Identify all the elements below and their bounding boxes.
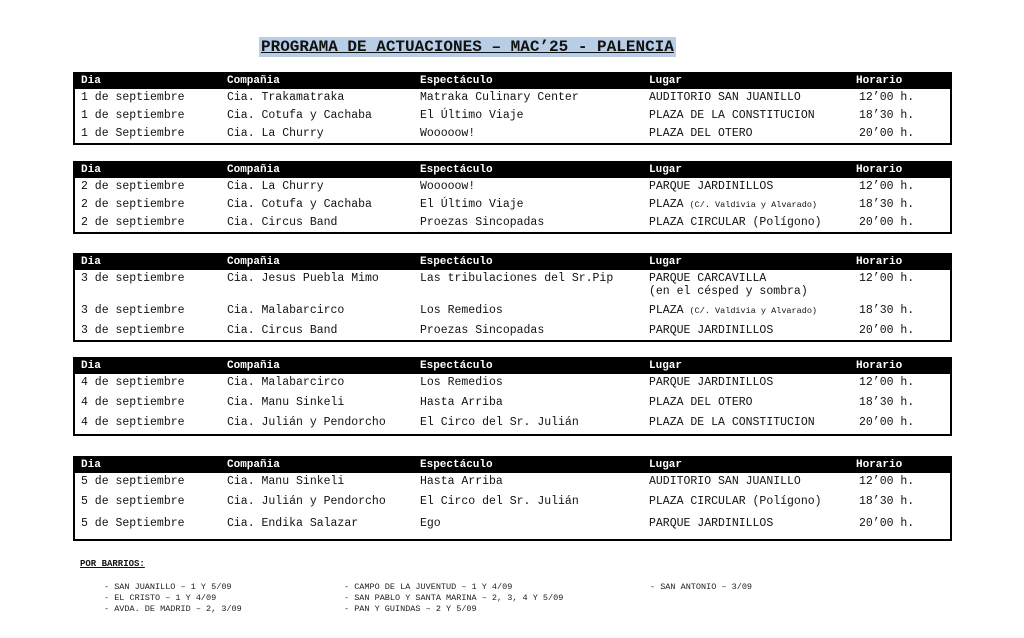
cell-lugar: [649, 127, 753, 140]
day-table: [73, 72, 952, 145]
header-lugar: Lugar: [649, 256, 683, 268]
cell-espectaculo: Los Remedios: [420, 376, 503, 389]
cell-lugar: [649, 198, 817, 211]
header-lugar: Lugar: [649, 164, 683, 176]
table-row: [75, 107, 950, 125]
header-compania: Compañia: [227, 164, 280, 176]
cell-compania: Cia. Malabarcirco: [227, 376, 345, 389]
barrio-item: - SAN PABLO Y SANTA MARINA – 2, 3, 4 Y 5/09: [344, 593, 564, 603]
cell-espectaculo: Hasta Arriba: [420, 475, 503, 488]
cell-lugar-text: AUDITORIO SAN JUANILLO: [649, 91, 801, 104]
cell-espectaculo: El Último Viaje: [420, 198, 524, 211]
cell-lugar-note: (C/. Valdivia y Alvarado): [689, 200, 818, 210]
cell-compania: Cia. Trakamatraka: [227, 91, 345, 104]
header-compania: Compañia: [227, 459, 280, 471]
cell-dia: 2 de septiembre: [81, 180, 185, 193]
cell-lugar: [649, 216, 822, 229]
cell-horario: 12’00 h.: [859, 475, 915, 488]
header-lugar: Lugar: [649, 459, 683, 471]
cell-lugar: [649, 272, 808, 298]
cell-compania: Cia. La Churry: [227, 180, 324, 193]
header-dia: Dia: [81, 256, 101, 268]
header-espectaculo: Espectáculo: [420, 360, 493, 372]
barrio-item: - PAN Y GUINDAS – 2 Y 5/09: [344, 604, 477, 614]
cell-dia: 3 de septiembre: [81, 304, 185, 317]
cell-compania: Cia. Manu Sinkeli: [227, 475, 345, 488]
cell-lugar-text: PARQUE JARDINILLOS: [649, 324, 774, 337]
table-row: [75, 196, 950, 214]
cell-horario: 20’00 h.: [859, 416, 915, 429]
cell-horario: 18’30 h.: [859, 396, 915, 409]
header-horario: Horario: [856, 459, 903, 471]
table-row: [75, 302, 950, 322]
day-table: [73, 253, 952, 342]
cell-lugar-text: PLAZA DE LA CONSTITUCION: [649, 416, 815, 429]
cell-dia: 2 de septiembre: [81, 198, 185, 211]
cell-lugar-text: PARQUE CARCAVILLA: [649, 272, 767, 285]
table-row: [75, 394, 950, 414]
cell-horario: 18’30 h.: [859, 304, 915, 317]
header-espectaculo: Espectáculo: [420, 459, 493, 471]
cell-dia: 2 de septiembre: [81, 216, 185, 229]
cell-dia: 4 de septiembre: [81, 376, 185, 389]
header-horario: Horario: [856, 75, 903, 87]
cell-espectaculo: Matraka Culinary Center: [420, 91, 579, 104]
cell-lugar-text: PLAZA: [649, 198, 684, 211]
cell-espectaculo: El Circo del Sr. Julián: [420, 416, 579, 429]
table-row: [75, 374, 950, 394]
cell-dia: 4 de septiembre: [81, 396, 185, 409]
cell-lugar-text: PLAZA DEL OTERO: [649, 396, 753, 409]
table-header: [75, 163, 950, 178]
cell-lugar-text: PLAZA DEL OTERO: [649, 127, 753, 140]
cell-espectaculo: El Circo del Sr. Julián: [420, 495, 579, 508]
header-compania: Compañia: [227, 360, 280, 372]
cell-lugar: [649, 376, 773, 389]
day-table: [73, 456, 952, 541]
cell-compania: Cia. La Churry: [227, 127, 324, 140]
cell-horario: 20’00 h.: [859, 324, 915, 337]
header-compania: Compañia: [227, 256, 280, 268]
cell-lugar: [649, 180, 773, 193]
cell-lugar: [649, 416, 815, 429]
cell-lugar-text: PARQUE JARDINILLOS: [649, 180, 774, 193]
cell-espectaculo: Wooooow!: [420, 127, 476, 140]
barrio-item: - SAN JUANILLO – 1 Y 5/09: [104, 582, 232, 592]
cell-espectaculo: El Último Viaje: [420, 109, 524, 122]
cell-horario: 20’00 h.: [859, 216, 915, 229]
table-header: [75, 255, 950, 270]
cell-horario: 12’00 h.: [859, 272, 915, 285]
header-horario: Horario: [856, 256, 903, 268]
cell-compania: Cia. Manu Sinkeli: [227, 396, 345, 409]
cell-horario: 20’00 h.: [859, 517, 915, 530]
barrio-item: - SAN ANTONIO – 3/09: [650, 582, 753, 592]
table-row: [75, 493, 950, 515]
table-row: [75, 178, 950, 196]
table-header: [75, 458, 950, 473]
barrio-item: - AVDA. DE MADRID – 2, 3/09: [104, 604, 242, 614]
cell-compania: Cia. Cotufa y Cachaba: [227, 198, 372, 211]
cell-espectaculo: Proezas Sincopadas: [420, 324, 545, 337]
header-dia: Dia: [81, 75, 101, 87]
page-title: PROGRAMA DE ACTUACIONES – MAC’25 - PALENCIA: [261, 38, 674, 56]
cell-espectaculo: Ego: [420, 517, 441, 530]
header-horario: Horario: [856, 164, 903, 176]
cell-espectaculo: Hasta Arriba: [420, 396, 503, 409]
cell-compania: Cia. Cotufa y Cachaba: [227, 109, 372, 122]
cell-horario: 20’00 h.: [859, 127, 915, 140]
cell-horario: 18’30 h.: [859, 109, 915, 122]
cell-lugar-text: PARQUE JARDINILLOS: [649, 517, 774, 530]
cell-lugar: [649, 304, 817, 317]
day-table: [73, 357, 952, 436]
cell-dia: 1 de septiembre: [81, 109, 185, 122]
cell-lugar-text: PLAZA DE LA CONSTITUCION: [649, 109, 815, 122]
cell-dia: 5 de septiembre: [81, 475, 185, 488]
cell-lugar: [649, 91, 801, 104]
barrios-title: POR BARRIOS:: [80, 559, 145, 569]
cell-lugar: [649, 109, 815, 122]
cell-horario: 12’00 h.: [859, 376, 915, 389]
cell-dia: 5 de septiembre: [81, 495, 185, 508]
cell-compania: Cia. Circus Band: [227, 324, 338, 337]
cell-compania: Cia. Circus Band: [227, 216, 338, 229]
cell-lugar: [649, 396, 753, 409]
header-horario: Horario: [856, 360, 903, 372]
header-dia: Dia: [81, 459, 101, 471]
cell-lugar: [649, 495, 822, 508]
header-dia: Dia: [81, 164, 101, 176]
table-row: [75, 125, 950, 143]
cell-compania: Cia. Julián y Pendorcho: [227, 495, 386, 508]
cell-compania: Cia. Jesus Puebla Mimo: [227, 272, 379, 285]
cell-espectaculo: Los Remedios: [420, 304, 503, 317]
cell-horario: 18’30 h.: [859, 198, 915, 211]
cell-horario: 18’30 h.: [859, 495, 915, 508]
header-dia: Dia: [81, 360, 101, 372]
cell-lugar-text: PLAZA: [649, 304, 684, 317]
table-row: [75, 270, 950, 302]
cell-dia: 3 de septiembre: [81, 324, 185, 337]
cell-lugar-text: PARQUE JARDINILLOS: [649, 376, 774, 389]
cell-dia: 3 de septiembre: [81, 272, 185, 285]
table-row: [75, 473, 950, 493]
cell-espectaculo: Wooooow!: [420, 180, 476, 193]
cell-dia: 1 de septiembre: [81, 91, 185, 104]
table-header: [75, 359, 950, 374]
cell-lugar: [649, 475, 801, 488]
barrio-item: - EL CRISTO – 1 Y 4/09: [104, 593, 217, 603]
header-lugar: Lugar: [649, 360, 683, 372]
cell-espectaculo: Las tribulaciones del Sr.Pip: [420, 272, 614, 285]
table-header: [75, 74, 950, 89]
table-row: [75, 515, 950, 539]
header-lugar: Lugar: [649, 75, 683, 87]
cell-lugar-text: AUDITORIO SAN JUANILLO: [649, 475, 801, 488]
day-table: [73, 161, 952, 234]
header-compania: Compañia: [227, 75, 280, 87]
table-row: [75, 322, 950, 340]
barrio-item: - CAMPO DE LA JUVENTUD – 1 Y 4/09: [344, 582, 513, 592]
table-row: [75, 89, 950, 107]
cell-dia: 5 de Septiembre: [81, 517, 185, 530]
header-espectaculo: Espectáculo: [420, 256, 493, 268]
header-espectaculo: Espectáculo: [420, 75, 493, 87]
cell-lugar-text: PLAZA CIRCULAR (Polígono): [649, 495, 822, 508]
cell-lugar-line2: (en el césped y sombra): [649, 285, 808, 298]
header-espectaculo: Espectáculo: [420, 164, 493, 176]
cell-lugar-text: PLAZA CIRCULAR (Polígono): [649, 216, 822, 229]
cell-dia: 1 de Septiembre: [81, 127, 185, 140]
cell-lugar: [649, 324, 773, 337]
table-row: [75, 414, 950, 434]
cell-lugar-note: (C/. Valdivia y Alvarado): [689, 306, 818, 316]
cell-horario: 12’00 h.: [859, 91, 915, 104]
cell-horario: 12’00 h.: [859, 180, 915, 193]
cell-dia: 4 de septiembre: [81, 416, 185, 429]
table-row: [75, 214, 950, 232]
cell-espectaculo: Proezas Sincopadas: [420, 216, 545, 229]
cell-compania: Cia. Endika Salazar: [227, 517, 359, 530]
cell-compania: Cia. Malabarcirco: [227, 304, 345, 317]
cell-compania: Cia. Julián y Pendorcho: [227, 416, 386, 429]
cell-lugar: [649, 517, 773, 530]
